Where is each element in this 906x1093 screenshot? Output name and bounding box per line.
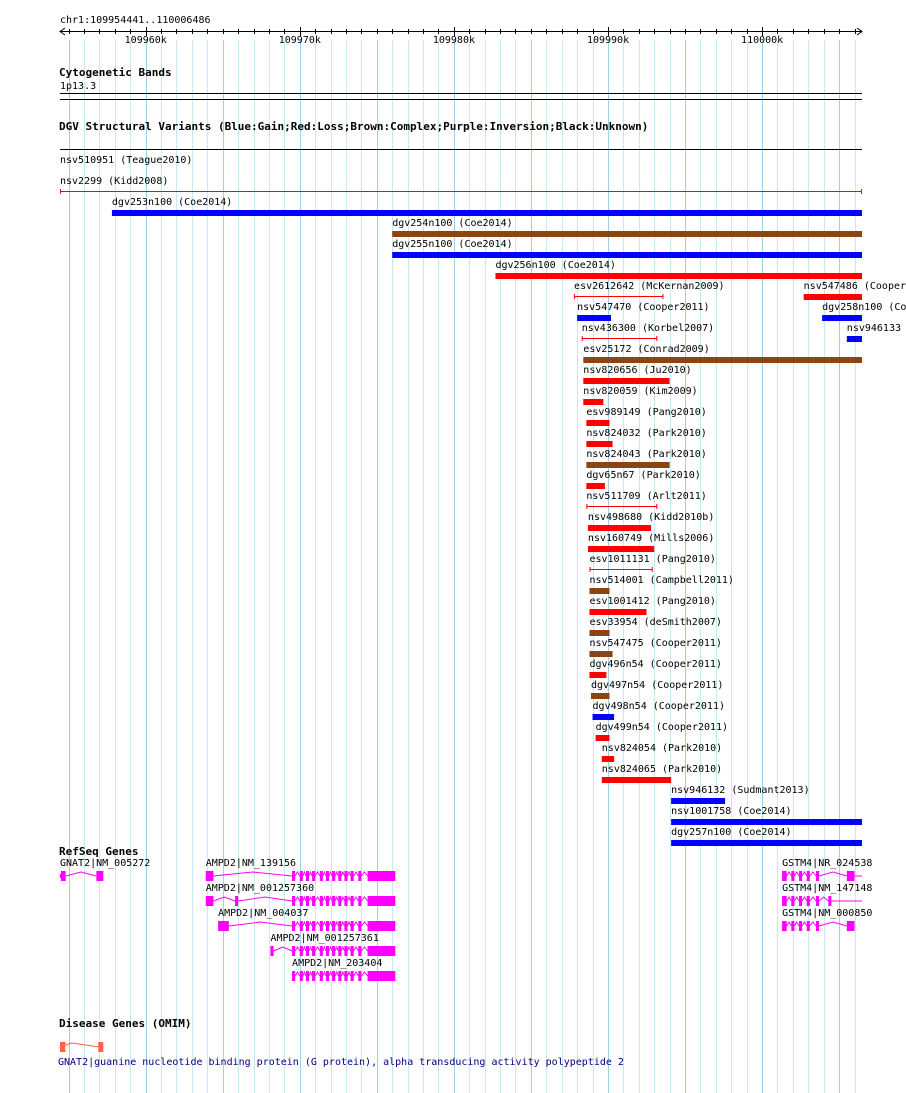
dgv-feature-bar [602,756,614,762]
refseq-intron [361,872,367,876]
refseq-exon [332,921,335,931]
refseq-gene-label[interactable]: AMPD2|NM_004037 [218,908,309,919]
refseq-exon [807,896,810,906]
refseq-intron [810,922,816,926]
refseq-intron [361,922,367,926]
refseq-intron [323,972,326,976]
refseq-intron [787,872,792,876]
dgv-feature-label[interactable]: nsv511709 (Arlt2011) [586,491,707,502]
dgv-feature-bar [593,714,615,720]
refseq-exon [300,946,303,956]
refseq-intron [810,872,816,876]
refseq-exon [338,896,341,906]
refseq-exon [344,871,347,881]
dgv-feature-label[interactable]: nsv547486 (Cooper [803,281,906,292]
refseq-intron [335,897,338,901]
refseq-intron [348,872,351,876]
dgv-feature-label[interactable]: nsv946133 [846,323,901,334]
refseq-intron [229,922,292,926]
dgv-feature-bar [588,525,651,531]
dgv-feature-bar [602,777,671,783]
refseq-exon [332,871,335,881]
ruler-tick-label: 109970k [278,35,321,46]
ruler-tick-label: 109990k [586,35,630,46]
refseq-exon [351,946,354,956]
dgv-feature-bar [577,315,611,321]
refseq-intron [329,947,332,951]
refseq-intron [315,922,320,926]
refseq-exon [312,971,315,981]
dgv-feature-label[interactable]: dgv498n54 (Cooper2011) [592,701,725,712]
refseq-intron [303,897,306,901]
refseq-intron [295,947,300,951]
refseq-intron [329,897,332,901]
refseq-exon [218,921,229,931]
dgv-feature-label[interactable]: nsv436300 (Korbel2007) [581,323,715,334]
cytoband-bottom-line [60,99,862,100]
refseq-exon [828,896,831,906]
dgv-feature-bar [583,357,862,363]
refseq-intron [238,897,292,901]
dgv-feature-label[interactable]: dgv257n100 (Coe2014) [671,827,792,838]
refseq-exon [368,871,396,881]
refseq-exon [344,971,347,981]
refseq-exon [368,946,396,956]
refseq-intron [335,947,338,951]
refseq-intron [802,922,807,926]
refseq-exon [807,871,810,881]
refseq-exon [332,971,335,981]
dgv-feature-label[interactable]: nsv510951 (Teague2010) [60,155,193,166]
dgv-feature-label[interactable]: nsv946132 (Sudmant2013) [671,785,810,796]
refseq-exon [306,971,309,981]
dgv-feature-bar [804,294,862,300]
dgv-feature-bar [583,378,669,384]
refseq-gene-label[interactable]: GSTM4|NM_147148 [782,883,873,894]
refseq-exon [338,921,341,931]
refseq-exon [799,896,802,906]
refseq-intron [354,897,359,901]
dgv-feature-label[interactable]: esv989149 (Pang2010) [586,407,707,418]
refseq-intron [354,922,359,926]
refseq-intron [819,922,847,926]
dgv-feature-label[interactable]: nsv820059 (Kim2009) [583,386,698,397]
refseq-exon [338,971,341,981]
refseq-exon [235,896,238,906]
dgv-feature-bar [822,315,862,321]
refseq-intron [213,897,235,901]
refseq-intron [348,972,351,976]
dgv-feature-label[interactable]: nsv514001 (Campbell2011) [589,575,734,586]
refseq-intron [274,947,292,951]
omim-feature-label[interactable]: GNAT2|guanine nucleotide binding protein (G protein), alpha transducing activity polypeptide 2 [58,1057,624,1068]
refseq-exon [332,896,335,906]
dgv-feature-bar [596,735,610,741]
refseq-gene-label[interactable]: GSTM4|NM_000850 [782,908,873,919]
refseq-intron [295,872,300,876]
refseq-intron [213,872,292,876]
ruler-tick-label: 110000k [741,35,784,46]
ruler-tick-label: 109960k [124,35,167,46]
refseq-exon [306,921,309,931]
refseq-intron [802,897,807,901]
dgv-feature-bar [589,651,612,657]
dgv-feature-bar [586,462,669,468]
omim-track-title[interactable]: Disease Genes (OMIM) [59,1017,192,1030]
refseq-intron [323,922,326,926]
omim-exon [98,1042,103,1052]
refseq-exon [320,971,323,981]
dgv-feature-label[interactable]: dgv255n100 (Coe2014) [392,239,513,250]
refseq-intron [309,897,312,901]
refseq-exon [816,921,819,931]
location-label: chr1:109954441..110006486 [60,15,211,26]
dgv-feature-bar [588,546,654,552]
dgv-feature-label[interactable]: dgv497n54 (Cooper2011) [591,680,724,691]
refseq-exon [368,971,396,981]
refseq-intron [323,872,326,876]
refseq-exon [344,921,347,931]
refseq-intron [787,922,792,926]
refseq-gene-label[interactable]: AMPD2|NM_001257361 [270,933,379,944]
refseq-exon [326,946,329,956]
dgv-feature-label[interactable]: nsv824054 (Park2010) [601,743,723,754]
refseq-intron [329,972,332,976]
refseq-exon [847,921,855,931]
refseq-exon [312,946,315,956]
dgv-feature-label[interactable]: dgv253n100 (Coe2014) [111,197,233,208]
refseq-intron [295,922,300,926]
refseq-exon [338,871,341,881]
refseq-exon [292,971,295,981]
refseq-exon [312,896,315,906]
refseq-exon [816,896,819,906]
refseq-intron [295,972,300,976]
dgv-feature-bar [586,483,604,489]
refseq-exon [782,921,787,931]
refseq-exon [306,871,309,881]
refseq-intron [794,922,799,926]
refseq-exon [332,946,335,956]
refseq-intron [341,922,344,926]
refseq-exon [351,971,354,981]
dgv-feature-bar [112,210,862,216]
refseq-exon [807,921,810,931]
dgv-feature-bar [495,273,862,279]
refseq-exon [320,871,323,881]
refseq-intron [361,947,367,951]
refseq-exon [300,871,303,881]
dgv-feature-bar [586,441,612,447]
refseq-intron [341,872,344,876]
refseq-intron [361,897,367,901]
dgv-feature-bar [392,231,862,237]
refseq-intron [341,897,344,901]
refseq-intron [819,872,847,876]
dgv-feature-bar [589,588,609,594]
refseq-exon [312,921,315,931]
refseq-gene-label[interactable]: AMPD2|NM_001257360 [205,883,315,894]
refseq-gene-label[interactable]: GSTM4|NR_024538 [782,858,873,869]
refseq-exon [300,896,303,906]
refseq-exon [320,921,323,931]
refseq-exon [791,871,794,881]
dgv-feature-label[interactable]: esv1001412 (Pang2010) [589,596,716,607]
refseq-intron [315,872,320,876]
cytoband-label: 1p13.3 [60,81,97,92]
dgv-track-title[interactable]: DGV Structural Variants (Blue:Gain;Red:Loss;Brown:Complex;Purple:Inversion;Black:Unknown) [59,120,649,133]
refseq-intron [335,872,338,876]
ruler-tick-label: 109980k [432,35,475,46]
refseq-intron [295,897,300,901]
refseq-exon [799,871,802,881]
refseq-exon [292,921,295,931]
refseq-exon [326,971,329,981]
refseq-exon [799,921,802,931]
refseq-gene-label[interactable]: GNAT2|NM_005272 [60,858,151,869]
cytoband-top-line [60,93,862,94]
refseq-exon [358,971,361,981]
refseq-intron [348,947,351,951]
dgv-feature-label[interactable]: dgv499n54 (Cooper2011) [595,722,729,733]
refseq-exon [326,921,329,931]
dgv-feature-bar [586,420,609,426]
dgv-feature-label[interactable]: esv1011131 (Pang2010) [589,554,716,565]
dgv-feature-label[interactable]: nsv824043 (Park2010) [586,449,707,460]
refseq-exon [292,896,295,906]
dgv-feature-bar [589,672,606,678]
refseq-exon [358,871,361,881]
refseq-intron [810,897,816,901]
refseq-exon [791,921,794,931]
dgv-feature-label[interactable]: nsv547470 (Cooper2011) [577,302,710,313]
refseq-exon [326,896,329,906]
dgv-feature-label[interactable]: nsv1001758 (Coe2014) [671,806,792,817]
dgv-feature-bar [589,609,646,615]
refseq-intron [802,872,807,876]
refseq-exon [270,946,273,956]
refseq-intron [794,872,799,876]
refseq-intron [787,897,792,901]
refseq-exon [344,946,347,956]
refseq-exon [338,946,341,956]
refseq-gene-label[interactable]: AMPD2|NM_139156 [205,858,297,869]
dgv-feature-label[interactable]: nsv824032 (Park2010) [586,428,707,439]
refseq-exon [306,946,309,956]
refseq-intron [819,897,828,901]
refseq-track-title[interactable]: RefSeq Genes [59,845,139,858]
dgv-feature-bar [671,798,725,804]
refseq-intron [309,922,312,926]
dgv-feature-label[interactable]: nsv160749 (Mills2006) [587,533,715,544]
refseq-intron [303,872,306,876]
refseq-intron [315,972,320,976]
refseq-exon [358,921,361,931]
dgv-feature-label[interactable]: esv2612642 (McKernan2009) [574,281,725,292]
refseq-exon [292,871,295,881]
refseq-intron [335,972,338,976]
refseq-exon [320,946,323,956]
refseq-exon [782,896,787,906]
refseq-intron [329,922,332,926]
refseq-exon [206,871,214,881]
refseq-intron [315,897,320,901]
refseq-exon [351,921,354,931]
refseq-exon [292,946,295,956]
refseq-exon [847,871,855,881]
refseq-intron [354,947,359,951]
refseq-intron [354,872,359,876]
refseq-intron [335,922,338,926]
refseq-intron [309,872,312,876]
refseq-intron [323,897,326,901]
refseq-intron [348,922,351,926]
refseq-exon [320,896,323,906]
dgv-feature-bar [847,336,862,342]
dgv-feature-bar [591,693,609,699]
dgv-feature-label[interactable]: nsv820656 (Ju2010) [583,365,692,376]
refseq-intron [794,897,799,901]
refseq-intron [66,872,97,876]
dgv-feature-label[interactable]: nsv824065 (Park2010) [601,764,723,775]
dgv-feature-bar [671,819,862,825]
refseq-intron [309,972,312,976]
dgv-feature-label[interactable]: nsv2299 (Kidd2008) [60,176,169,187]
refseq-exon [344,896,347,906]
refseq-exon [368,921,396,931]
refseq-exon [791,896,794,906]
refseq-intron [341,947,344,951]
dgv-feature-label[interactable]: nsv547475 (Cooper2011) [589,638,722,649]
refseq-intron [361,972,367,976]
refseq-intron [348,897,351,901]
refseq-intron [303,922,306,926]
dgv-feature-bar [589,630,609,636]
dgv-feature-label[interactable]: dgv254n100 (Coe2014) [392,218,513,229]
refseq-exon [782,871,787,881]
dgv-feature-label[interactable]: dgv256n100 (Coe2014) [495,260,616,271]
dgv-feature-label[interactable]: dgv65n67 (Park2010) [586,470,701,481]
dgv-feature-bar [583,399,603,405]
refseq-exon [206,896,214,906]
dgv-feature-label[interactable]: nsv498680 (Kidd2010b) [587,512,715,523]
refseq-exon [351,871,354,881]
refseq-exon [358,946,361,956]
refseq-exon [306,896,309,906]
dgv-feature-label[interactable]: dgv258n100 (Co [822,302,906,313]
refseq-exon [300,971,303,981]
refseq-intron [329,872,332,876]
refseq-exon [326,871,329,881]
dgv-feature-bar [392,252,862,258]
refseq-intron [309,947,312,951]
refseq-intron [303,947,306,951]
refseq-intron [303,972,306,976]
refseq-intron [315,947,320,951]
refseq-exon [312,871,315,881]
refseq-intron [341,972,344,976]
dgv-track-line [60,149,862,150]
dgv-feature-label[interactable]: dgv496n54 (Cooper2011) [589,659,722,670]
refseq-intron [323,947,326,951]
refseq-exon [816,871,819,881]
refseq-exon [358,896,361,906]
refseq-exon [96,871,103,881]
refseq-exon [300,921,303,931]
refseq-gene-label[interactable]: AMPD2|NM_203404 [292,958,383,969]
dgv-feature-bar [671,840,862,846]
dgv-feature-label[interactable]: esv25172 (Conrad2009) [583,344,710,355]
cytogenetic-bands-title: Cytogenetic Bands [59,66,172,79]
dgv-feature-label[interactable]: esv33954 (deSmith2007) [589,617,722,628]
refseq-exon [368,896,396,906]
refseq-intron [354,972,359,976]
refseq-exon [351,896,354,906]
